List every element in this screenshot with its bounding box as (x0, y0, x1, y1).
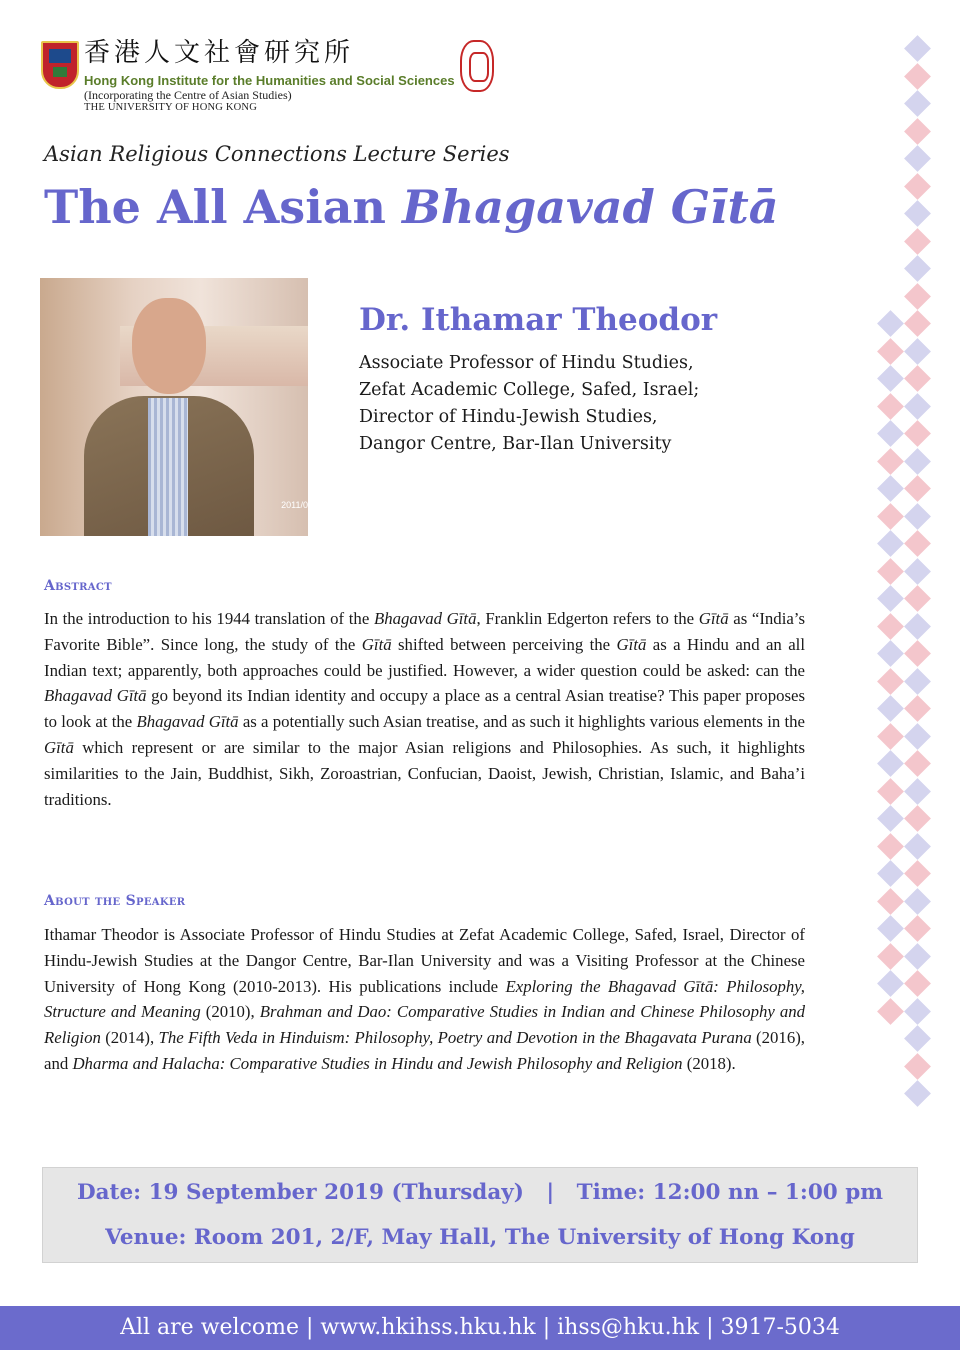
diamond-shape (877, 613, 904, 640)
text-run: shifted between perceiving the (391, 634, 617, 654)
text-run: (2018). (682, 1053, 736, 1073)
diamond-shape (904, 998, 931, 1025)
text-run: as “India’s Favorite Bible”. Since long, the study of the (44, 609, 806, 654)
diamond-shape (904, 750, 931, 777)
italic-text: The Fifth Veda in Hinduism: Philosophy, Poetry and Devotion in the Bhagavata Purana (158, 1028, 752, 1048)
diamond-shape (904, 668, 931, 695)
diamond-shape (904, 475, 931, 502)
diamond-shape (904, 1080, 931, 1107)
italic-text: Gītā (616, 634, 647, 654)
diamond-shape (877, 888, 904, 915)
diamond-shape (904, 118, 931, 145)
diamond-shape (904, 640, 931, 667)
diamond-shape (904, 35, 931, 62)
diamond-shape (904, 448, 931, 475)
speaker-photo (40, 278, 308, 536)
affiliation-line: Zefat Academic College, Safed, Israel; (359, 380, 700, 400)
diamond-shape (877, 393, 904, 420)
italic-text: Bhagavad Gītā (136, 712, 239, 732)
diamond-shape (904, 200, 931, 227)
diamond-shape (904, 503, 931, 530)
diamond-shape (904, 970, 931, 997)
diamond-shape (904, 530, 931, 557)
chinese-institute-name: 香港人文社會研究所 (84, 38, 355, 68)
diamond-shape (877, 915, 904, 942)
italic-text: Gītā (361, 634, 392, 654)
diamond-shape (877, 448, 904, 475)
diamond-shape (877, 530, 904, 557)
diamond-shape (877, 998, 904, 1025)
diamond-shape (877, 778, 904, 805)
text-run: (2016), and (44, 1028, 805, 1073)
text-run: (2014), (100, 1028, 159, 1048)
diamond-shape (904, 255, 931, 282)
diamond-shape (904, 778, 931, 805)
diamond-shape (904, 310, 931, 337)
text-run: which represent or are similar to the major Asian religions and Philosophies. As such, it highlights similarities to the Jain, Buddhist, Sikh, Zoroastrian, Confucian, Daoist, Jewish, Christian, Islamic, and Baha’i traditions. (44, 737, 805, 809)
event-date-time: Date: 19 September 2019 (Thursday) | Time: 12:00 nn – 1:00 pm (76, 1180, 884, 1205)
italic-text: Bhagavad Gītā (44, 686, 147, 706)
text-run: go beyond its Indian identity and occupy a place as a central Asian treatise? This paper proposes to look at the (44, 686, 805, 732)
diamond-shape (877, 475, 904, 502)
diamond-shape (904, 695, 931, 722)
about-heading: About the Speaker (44, 893, 186, 909)
diamond-shape (904, 393, 931, 420)
affiliation-line: Director of Hindu-Jewish Studies, (359, 407, 658, 427)
diamond-shape (877, 860, 904, 887)
diamond-shape (904, 860, 931, 887)
affiliation-line: Dangor Centre, Bar-Ilan University (359, 434, 672, 454)
diamond-shape (877, 805, 904, 832)
diamond-shape (877, 833, 904, 860)
diamond-shape (904, 365, 931, 392)
footer-contact: All are welcome | www.hkihss.hku.hk | ihss@hku.hk | 3917-5034 (0, 1306, 960, 1350)
red-seal-icon (460, 40, 494, 92)
lecture-series: Asian Religious Connections Lecture Series (44, 142, 510, 166)
diamond-shape (877, 503, 904, 530)
diamond-shape (904, 585, 931, 612)
event-details-box (42, 1167, 918, 1263)
text-run: Ithamar Theodor is Associate Professor of Hindu Studies at Zefat Academic College, Safed, Israel, Director of Hindu-Jewish Studies at the Dangor Centre, Bar-Ilan University and was a Visiting Professor at the Chinese University of Hong Kong (2010-2013). His publications include (44, 925, 805, 996)
title-plain: The All Asian (44, 180, 402, 234)
diamond-shape (877, 723, 904, 750)
text-run: as a Hindu and an all Indian text; apparently, both approaches could be justified. However, a wider question could be asked: can the (44, 634, 805, 680)
diamond-shape (877, 640, 904, 667)
university-crest-icon (41, 41, 79, 89)
event-venue: Venue: Room 201, 2/F, May Hall, The University of Hong Kong (105, 1225, 855, 1250)
photo-shirt (148, 398, 188, 536)
diamond-shape (904, 833, 931, 860)
abstract-heading: Abstract (44, 578, 112, 594)
institute-name: Hong Kong Institute for the Humanities and Social Sciences (84, 73, 455, 88)
diamond-shape (904, 915, 931, 942)
diamond-shape (904, 145, 931, 172)
lecture-title (44, 180, 779, 234)
diamond-shape (877, 668, 904, 695)
diamond-shape (877, 338, 904, 365)
diamond-shape (877, 750, 904, 777)
italic-text: Brahman and Dao: Comparative Studies in Indian and Chinese Philosophy and Religion (44, 1002, 806, 1048)
diamond-shape (904, 723, 931, 750)
university-name: THE UNIVERSITY OF HONG KONG (84, 102, 258, 113)
diamond-shape (904, 173, 931, 200)
diamond-shape (904, 338, 931, 365)
italic-text: Exploring the Bhagavad Gītā: Philosophy, Structure and Meaning (44, 976, 805, 1022)
diamond-shape (877, 558, 904, 585)
diamond-shape (904, 558, 931, 585)
diamond-shape (904, 228, 931, 255)
text-run: In the introduction to his 1944 translation of the (44, 609, 374, 628)
about-text (44, 922, 805, 1077)
photo-head (132, 298, 206, 394)
diamond-shape (877, 420, 904, 447)
text-run: (2010), (200, 1002, 260, 1022)
speaker-affiliation (359, 350, 699, 458)
italic-text: Gītā (44, 737, 74, 757)
diamond-shape (904, 63, 931, 90)
diamond-shape (877, 695, 904, 722)
photo-date-stamp: 2011/0 (281, 500, 308, 510)
diamond-shape (904, 283, 931, 310)
speaker-name: Dr. Ithamar Theodor (359, 302, 718, 338)
diamond-shape (904, 613, 931, 640)
diamond-shape (904, 1053, 931, 1080)
diamond-shape (904, 888, 931, 915)
italic-text: Bhagavad Gītā (373, 609, 477, 628)
italic-text: Gītā (698, 609, 729, 628)
italic-text: Dharma and Halacha: Comparative Studies in Hindu and Jewish Philosophy and Religion (72, 1053, 683, 1073)
text-run: , Franklin Edgerton refers to the (476, 609, 699, 628)
diamond-shape (904, 943, 931, 970)
diamond-shape (904, 420, 931, 447)
diamond-shape (904, 1025, 931, 1052)
diamond-shape (904, 90, 931, 117)
diamond-shape (877, 943, 904, 970)
diamond-shape (877, 365, 904, 392)
diamond-shape (877, 310, 904, 337)
diamond-shape (904, 805, 931, 832)
abstract-text (44, 606, 805, 812)
title-italic: Bhagavad Gītā (401, 180, 779, 234)
affiliation-line: Associate Professor of Hindu Studies, (359, 353, 694, 373)
diamond-shape (877, 970, 904, 997)
text-run: as a potentially such Asian treatise, and as such it highlights various elements in the (238, 712, 805, 732)
institute-incorporating: (Incorporating the Centre of Asian Studies) (84, 88, 292, 102)
diamond-shape (877, 585, 904, 612)
